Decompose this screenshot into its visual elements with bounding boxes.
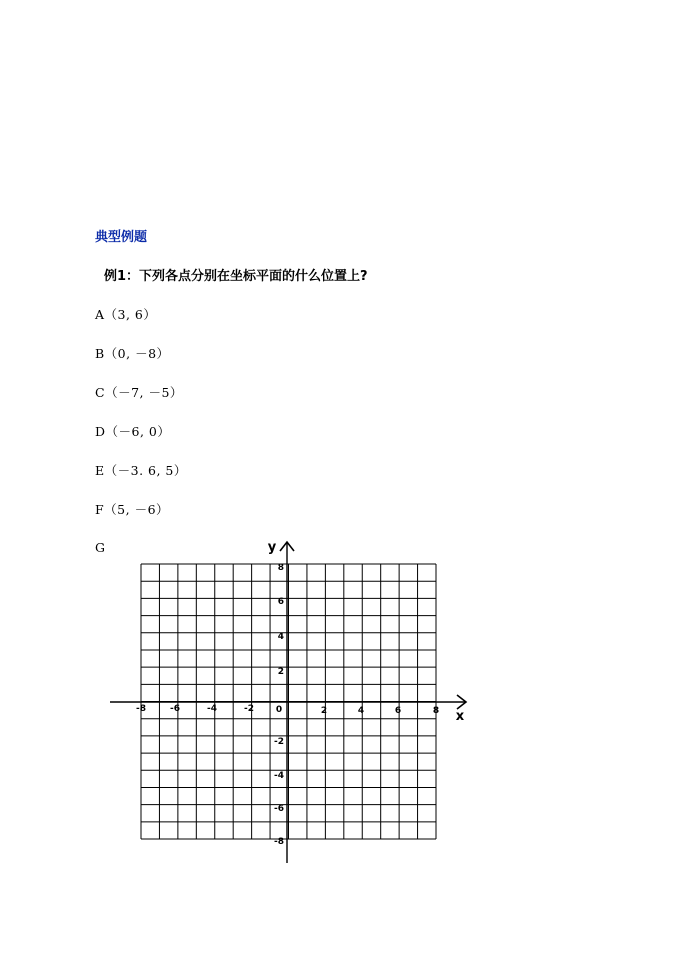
point-a: A（3, 6） — [95, 307, 157, 322]
point-e: E（－3. 6, 5） — [95, 463, 187, 478]
x-tick-label: 6 — [394, 706, 402, 716]
x-tick-label: -4 — [207, 704, 217, 714]
x-tick-label: -8 — [136, 704, 146, 714]
y-tick-label: -6 — [274, 804, 284, 814]
point-c: C（－7, －5） — [95, 385, 183, 400]
point-g: G — [95, 540, 106, 555]
y-tick-label: 2 — [277, 667, 284, 677]
x-tick-label: -2 — [244, 704, 254, 714]
y-tick-label: -4 — [274, 771, 284, 781]
y-axis-label: y — [267, 540, 277, 555]
section-title: 典型例题 — [95, 230, 148, 245]
point-d: D（－6, 0） — [95, 424, 171, 439]
y-tick-label: -8 — [274, 837, 284, 847]
question-text: 例1：下列各点分别在坐标平面的什么位置上? — [104, 269, 368, 284]
point-b: B（0, －8） — [95, 346, 170, 361]
point-f: F（5, －6） — [95, 502, 170, 517]
y-tick-label: 4 — [277, 632, 284, 642]
origin-label: 0 — [275, 705, 283, 715]
x-tick-label: 4 — [357, 706, 365, 716]
tick-labels — [136, 540, 465, 847]
y-tick-label: 8 — [277, 563, 284, 573]
y-tick-label: 6 — [277, 597, 284, 607]
x-tick-label: -6 — [170, 704, 180, 714]
x-axis-label: x — [455, 709, 465, 724]
y-tick-label: -2 — [274, 737, 284, 747]
x-tick-label: 2 — [320, 706, 328, 716]
x-tick-label: 8 — [432, 706, 440, 716]
